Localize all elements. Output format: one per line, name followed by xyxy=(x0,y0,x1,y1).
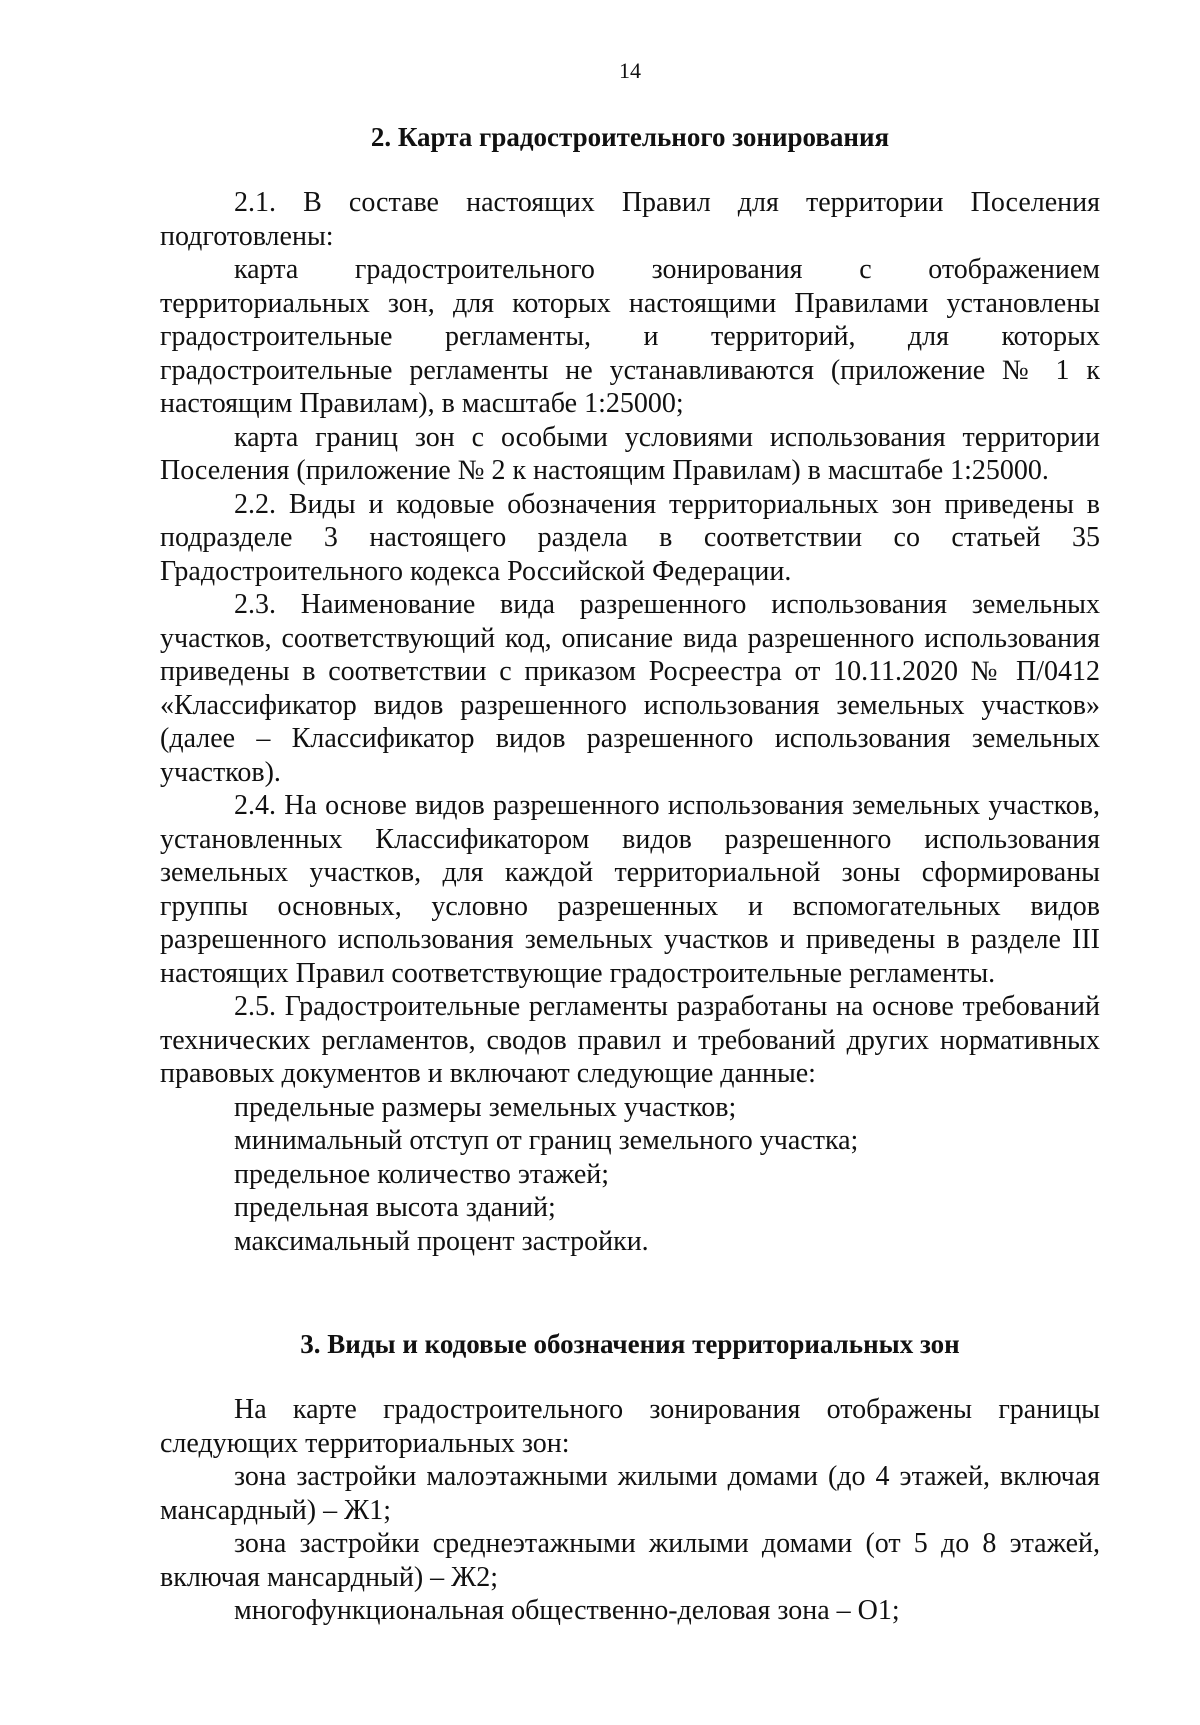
paragraph-2-4: 2.4. На основе видов разрешенного использования земельных участков, установленных Классификатором видов разрешенного использования земельных участков, для каждой территориальной зоны сформированы группы основных, условно разрешенных и вспомогательных видов разрешенного использования земельных участков и приведены в разделе III настоящих Правил соответствующие градостроительные регламенты. xyxy=(160,790,1100,989)
section-3-body xyxy=(160,1393,1100,1628)
paragraph-2-1-item-1: карта градостроительного зонирования с отображением территориальных зон, для которых настоящими Правилами установлены градостроительные регламенты, и территорий, для которых градостроительные регламенты не устанавливаются (приложение № 1 к настоящим Правилам), в масштабе 1:25000; xyxy=(160,254,1100,419)
list-item: предельные размеры земельных участков; xyxy=(234,1091,737,1123)
document-page xyxy=(160,0,1100,1725)
paragraph-2-1-item-2: карта границ зон с особыми условиями использования территории Поселения (приложение № 2 к настоящим Правилам) в масштабе 1:25000. xyxy=(160,421,1100,486)
list-item: минимальный отступ от границ земельного участка; xyxy=(234,1125,859,1156)
zone-item-o1: многофункциональная общественно-деловая зона – О1; xyxy=(234,1595,900,1626)
paragraph-2-1: 2.1. В составе настоящих Правил для территории Поселения подготовлены: xyxy=(160,187,1100,252)
zone-item-zh2: зона застройки среднеэтажными жилыми домами (от 5 до 8 этажей, включая мансардный) – Ж2; xyxy=(160,1528,1100,1593)
paragraph-2-5: 2.5. Градостроительные регламенты разработаны на основе требований технических регламентов, сводов правил и требований других нормативных правовых документов и включают следующие данные: xyxy=(160,991,1100,1089)
list-item: предельная высота зданий; xyxy=(234,1192,556,1223)
paragraph-2-2: 2.2. Виды и кодовые обозначения территориальных зон приведены в подразделе 3 настоящего раздела в соответствии со статьей 35 Градостроительного кодекса Российской Федерации. xyxy=(160,488,1100,587)
section-3-heading: 3. Виды и кодовые обозначения территориальных зон xyxy=(300,1329,960,1359)
section-2-body xyxy=(160,186,1100,1258)
paragraph-2-3: 2.3. Наименование вида разрешенного использования земельных участков, соответствующий код, описание вида разрешенного использования приведены в соответствии с приказом Росреестра от 10.11.2020 № П/0412 «Классификатор видов разрешенного использования земельных участков» (далее – Классификатор видов разрешенного использования земельных участков). xyxy=(160,589,1100,788)
list-item: максимальный процент застройки. xyxy=(234,1225,649,1257)
section-2-heading: 2. Карта градостроительного зонирования xyxy=(370,122,890,152)
page-number: 14 xyxy=(619,58,641,83)
section-3-intro: На карте градостроительного зонирования отображены границы следующих территориальных зон: xyxy=(160,1394,1100,1459)
list-item: предельное количество этажей; xyxy=(234,1158,610,1190)
zone-item-zh1: зона застройки малоэтажными жилыми домами (до 4 этажей, включая мансардный) – Ж1; xyxy=(160,1461,1100,1526)
